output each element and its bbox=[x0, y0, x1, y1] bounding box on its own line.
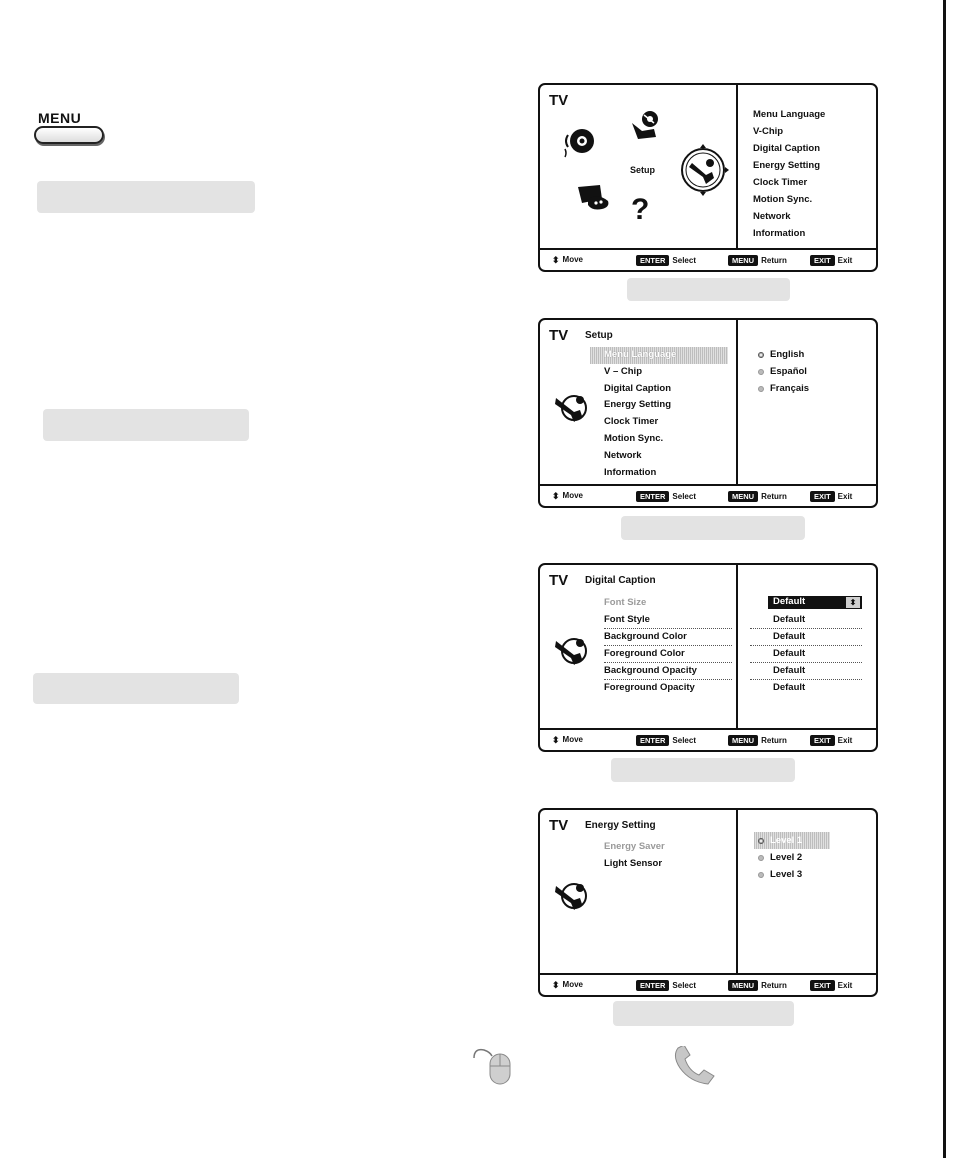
footer-move bbox=[552, 255, 583, 264]
screen-divider bbox=[736, 85, 738, 248]
channel-satellite-icon bbox=[628, 109, 662, 141]
radio-selected-icon bbox=[758, 352, 764, 358]
footer-return bbox=[728, 980, 787, 991]
caption-bar bbox=[627, 278, 790, 301]
exit-key: EXIT bbox=[810, 491, 835, 502]
setup-menu-list bbox=[604, 347, 728, 481]
menu-item-menu-language[interactable]: Menu Language bbox=[753, 109, 826, 120]
language-options bbox=[758, 346, 809, 397]
exit-key: EXIT bbox=[810, 980, 835, 991]
setup-tools-icon bbox=[552, 874, 592, 914]
caption-row-value: Default bbox=[773, 648, 806, 659]
footer-move-label: Move bbox=[562, 980, 583, 989]
footer-select-label: Select bbox=[672, 256, 696, 265]
enter-key: ENTER bbox=[636, 491, 669, 502]
enter-key: ENTER bbox=[636, 255, 669, 266]
tv-screen-digital-caption bbox=[538, 563, 878, 752]
energy-item-light-sensor[interactable]: Light Sensor bbox=[604, 857, 663, 869]
caption-row-font-size[interactable] bbox=[604, 595, 860, 612]
caption-bar bbox=[611, 758, 795, 782]
screen-divider bbox=[736, 810, 738, 973]
menu-key: MENU bbox=[728, 491, 758, 502]
tv-label: TV bbox=[549, 817, 569, 834]
menu-item-network[interactable]: Network bbox=[753, 211, 791, 222]
caption-row-font-style[interactable] bbox=[604, 612, 860, 629]
enter-key: ENTER bbox=[636, 980, 669, 991]
screen-title: Digital Caption bbox=[585, 575, 656, 586]
screen-footer bbox=[540, 484, 876, 506]
updown-arrow-icon: ⬍ bbox=[552, 490, 560, 501]
caption-row-label: Background Opacity bbox=[604, 665, 697, 676]
footer-select bbox=[636, 735, 696, 746]
menu-item-information[interactable]: Information bbox=[753, 228, 806, 239]
tv-screen-energy-setting bbox=[538, 808, 878, 997]
footer-return-label: Return bbox=[761, 492, 787, 501]
caption-row-background-color[interactable] bbox=[604, 629, 860, 646]
footer-exit bbox=[810, 255, 852, 266]
screen-divider bbox=[736, 320, 738, 484]
menu-key: MENU bbox=[728, 980, 758, 991]
setup-item-clock-timer[interactable]: Clock Timer bbox=[604, 416, 659, 428]
footer-exit-label: Exit bbox=[837, 736, 853, 745]
radio-icon bbox=[758, 872, 764, 878]
energy-level-options bbox=[758, 832, 830, 883]
updown-arrow-icon: ⬍ bbox=[552, 979, 560, 990]
tv-label: TV bbox=[549, 327, 569, 344]
option-label: English bbox=[770, 349, 805, 360]
tv-screen-main-menu bbox=[538, 83, 878, 272]
caption-bar bbox=[613, 1001, 794, 1026]
menu-key-icon bbox=[34, 110, 106, 150]
radio-icon bbox=[758, 369, 764, 375]
footer-select bbox=[636, 255, 696, 266]
footer-exit-label: Exit bbox=[837, 981, 853, 990]
footer-move-label: Move bbox=[562, 491, 583, 500]
energy-level-option-2[interactable] bbox=[758, 849, 830, 866]
footer-move bbox=[552, 491, 583, 500]
radio-icon bbox=[758, 855, 764, 861]
footer-select-label: Select bbox=[672, 736, 696, 745]
setup-item-motion-sync[interactable]: Motion Sync. bbox=[604, 432, 664, 444]
help-question-icon: ? bbox=[631, 193, 650, 226]
option-label: Français bbox=[770, 383, 810, 394]
setup-item-energy-setting[interactable]: Energy Setting bbox=[604, 399, 672, 411]
mouse-icon bbox=[472, 1046, 518, 1086]
exit-key: EXIT bbox=[810, 255, 835, 266]
audio-speaker-icon bbox=[562, 125, 596, 159]
language-option-francais[interactable] bbox=[758, 380, 809, 397]
caption-row-value: Default bbox=[773, 682, 806, 693]
menu-item-clock-timer[interactable]: Clock Timer bbox=[753, 177, 808, 188]
caption-row-foreground-color[interactable] bbox=[604, 646, 860, 663]
footer-return bbox=[728, 255, 787, 266]
tv-label: TV bbox=[549, 92, 569, 109]
footer-return bbox=[728, 735, 787, 746]
caption-row-label: Foreground Opacity bbox=[604, 682, 695, 693]
caption-row-foreground-opacity[interactable] bbox=[604, 680, 860, 697]
caption-row-label: Foreground Color bbox=[604, 648, 685, 659]
caption-row-background-opacity[interactable] bbox=[604, 663, 860, 680]
option-label: Level 3 bbox=[770, 869, 803, 880]
phone-icon bbox=[672, 1046, 718, 1086]
placeholder-bar bbox=[37, 181, 255, 213]
screen-title: Setup bbox=[585, 330, 613, 341]
footer-select bbox=[636, 491, 696, 502]
screen-title: Energy Setting bbox=[585, 820, 656, 831]
menu-key-label: MENU bbox=[38, 110, 82, 126]
footer-return-label: Return bbox=[761, 736, 787, 745]
setup-dial-icon[interactable] bbox=[674, 141, 732, 199]
footer-move-label: Move bbox=[562, 255, 583, 264]
energy-item-energy-saver[interactable]: Energy Saver bbox=[604, 841, 665, 852]
tv-label: TV bbox=[549, 572, 569, 589]
radio-selected-icon bbox=[758, 838, 764, 844]
language-option-english[interactable] bbox=[758, 346, 809, 363]
caption-bar bbox=[621, 516, 805, 540]
setup-item-menu-language[interactable]: Menu Language bbox=[590, 347, 728, 364]
footer-move bbox=[552, 980, 583, 989]
caption-row-label: Background Color bbox=[604, 631, 687, 642]
footer-exit bbox=[810, 735, 852, 746]
menu-key-button-shape bbox=[34, 126, 104, 144]
caption-row-value: Default bbox=[773, 614, 806, 625]
updown-arrow-icon: ⬍ bbox=[552, 734, 560, 745]
menu-item-digital-caption[interactable]: Digital Caption bbox=[753, 143, 821, 154]
energy-level-option-3[interactable] bbox=[758, 866, 830, 883]
footer-select bbox=[636, 980, 696, 991]
footer-select-label: Select bbox=[672, 981, 696, 990]
screen-footer bbox=[540, 728, 876, 750]
option-label: Level 1 bbox=[770, 835, 803, 846]
footer-move-label: Move bbox=[562, 735, 583, 744]
menu-key: MENU bbox=[728, 735, 758, 746]
footer-exit-label: Exit bbox=[837, 492, 853, 501]
caption-row-value-selected[interactable] bbox=[768, 596, 862, 609]
exit-key: EXIT bbox=[810, 735, 835, 746]
menu-key: MENU bbox=[728, 255, 758, 266]
picture-palette-icon bbox=[576, 183, 612, 211]
page-edge-line bbox=[943, 0, 946, 1158]
caption-row-value: Default bbox=[773, 631, 806, 642]
setup-item-information[interactable]: Information bbox=[604, 466, 657, 478]
footer-return bbox=[728, 491, 787, 502]
caption-row-label: Font Size bbox=[604, 597, 647, 608]
menu-item-motion-sync[interactable]: Motion Sync. bbox=[753, 194, 813, 205]
radio-icon bbox=[758, 386, 764, 392]
screen-footer bbox=[540, 973, 876, 995]
energy-level-option-1[interactable] bbox=[754, 832, 830, 849]
spinner-arrows-icon: ⬍ bbox=[846, 597, 860, 608]
caption-row-value: Default bbox=[773, 596, 806, 607]
placeholder-bar bbox=[43, 409, 249, 441]
setup-tools-icon bbox=[552, 386, 592, 426]
language-option-espanol[interactable] bbox=[758, 363, 809, 380]
tv-screen-setup bbox=[538, 318, 878, 508]
enter-key: ENTER bbox=[636, 735, 669, 746]
placeholder-bar bbox=[33, 673, 239, 704]
energy-menu-list bbox=[604, 839, 665, 873]
caption-row-label: Font Style bbox=[604, 614, 650, 625]
footer-exit bbox=[810, 491, 852, 502]
caption-row-value: Default bbox=[773, 665, 806, 676]
footer-move bbox=[552, 735, 583, 744]
footer-return-label: Return bbox=[761, 981, 787, 990]
setup-item-digital-caption[interactable]: Digital Caption bbox=[604, 382, 672, 394]
option-label: Español bbox=[770, 366, 807, 377]
setup-item-v-chip[interactable]: V – Chip bbox=[604, 365, 643, 377]
main-menu-list bbox=[753, 106, 825, 242]
footer-exit-label: Exit bbox=[837, 256, 853, 265]
updown-arrow-icon: ⬍ bbox=[552, 254, 560, 265]
setup-tools-icon bbox=[552, 629, 592, 669]
screen-footer bbox=[540, 248, 876, 270]
setup-item-network[interactable]: Network bbox=[604, 449, 642, 461]
footer-select-label: Select bbox=[672, 492, 696, 501]
menu-item-v-chip[interactable]: V-Chip bbox=[753, 126, 784, 137]
footer-return-label: Return bbox=[761, 256, 787, 265]
footer-exit bbox=[810, 980, 852, 991]
option-label: Level 2 bbox=[770, 852, 803, 863]
menu-item-energy-setting[interactable]: Energy Setting bbox=[753, 160, 821, 171]
setup-label: Setup bbox=[630, 165, 656, 175]
